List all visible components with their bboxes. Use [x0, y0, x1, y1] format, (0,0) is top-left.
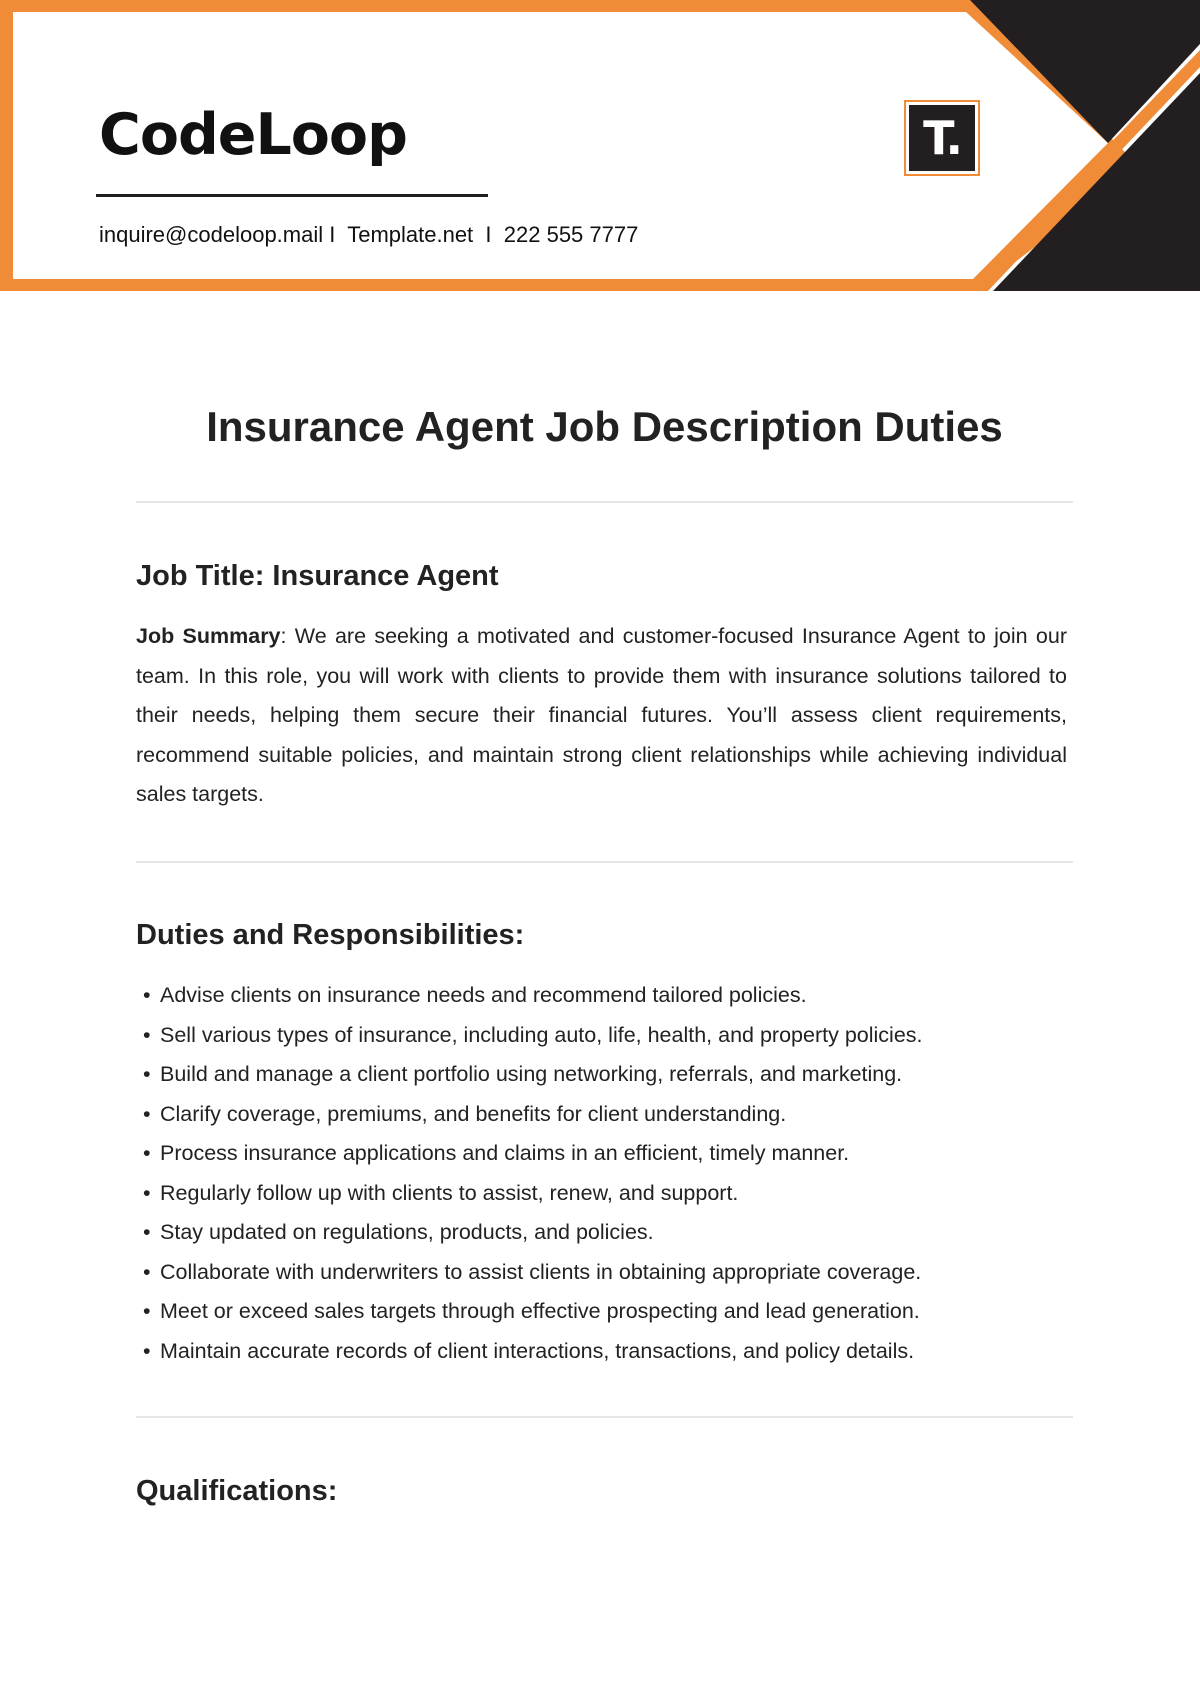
header-divider [96, 194, 488, 197]
section-divider [136, 501, 1073, 503]
list-item [136, 1213, 923, 1253]
duty-text: Stay updated on regulations, products, and policies. [160, 1220, 654, 1244]
list-item [136, 1292, 923, 1332]
list-item [136, 1253, 923, 1293]
company-name: CodeLoop [99, 102, 407, 168]
bullet: • [143, 983, 151, 1007]
section-divider [136, 861, 1073, 863]
duty-text: Collaborate with underwriters to assist clients in obtaining appropriate coverage. [160, 1259, 922, 1284]
bullet: • [143, 1338, 151, 1363]
contact-website: Template.net [347, 222, 474, 247]
contact-phone: 222 555 7777 [503, 222, 639, 247]
list-item [136, 976, 923, 1016]
job-summary-text: : We are seeking a motivated and customer-focused Insurance Agent to join our team. In this role, you will work with clients to provide them with insurance solutions tailored to their needs, helping them secure their financial futures. You’ll assess client requirements, recommend suitable policies, and maintain strong client relationships while achieving individual sales targets. [136, 624, 1068, 806]
document-title: Insurance Agent Job Description Duties [206, 403, 1003, 450]
list-item [136, 1332, 923, 1372]
duties-list [136, 976, 923, 1371]
bullet: • [143, 1259, 151, 1284]
duty-text: Sell various types of insurance, including auto, life, health, and property policies. [160, 1022, 923, 1047]
job-summary-label: Job Summary [136, 624, 281, 648]
contact-email: inquire@codeloop.mail [99, 222, 324, 247]
list-item [136, 1095, 923, 1135]
duty-text: Clarify coverage, premiums, and benefits for client understanding. [160, 1101, 787, 1126]
company-logo [904, 100, 980, 176]
letterhead-header [0, 0, 1200, 291]
duty-text: Advise clients on insurance needs and recommend tailored policies. [160, 983, 807, 1007]
bullet: • [143, 1062, 151, 1086]
section-divider [136, 1416, 1073, 1418]
bullet: • [143, 1022, 151, 1047]
qualifications-heading: Qualifications: [136, 1475, 338, 1507]
bullet: • [143, 1101, 151, 1126]
job-summary [136, 617, 1067, 815]
list-item [136, 1134, 923, 1174]
duty-text: Maintain accurate records of client interactions, transactions, and policy details. [160, 1338, 915, 1363]
contact-line [99, 220, 638, 250]
bullet: • [143, 1180, 151, 1205]
contact-separator: I [485, 222, 492, 247]
duties-heading: Duties and Responsibilities: [136, 919, 525, 951]
list-item [136, 1055, 923, 1095]
duty-text: Build and manage a client portfolio using networking, referrals, and marketing. [160, 1062, 903, 1086]
job-title-heading: Job Title: Insurance Agent [136, 560, 499, 592]
bullet: • [143, 1299, 151, 1323]
list-item [136, 1016, 923, 1056]
list-item [136, 1174, 923, 1214]
duty-text: Process insurance applications and claims in an efficient, timely manner. [160, 1141, 850, 1165]
duty-text: Regularly follow up with clients to assist, renew, and support. [160, 1180, 739, 1205]
contact-separator: I [329, 222, 336, 247]
duty-text: Meet or exceed sales targets through effective prospecting and lead generation. [160, 1299, 920, 1323]
logo-mark: T. [909, 105, 975, 171]
bullet: • [143, 1220, 151, 1244]
bullet: • [143, 1141, 151, 1165]
